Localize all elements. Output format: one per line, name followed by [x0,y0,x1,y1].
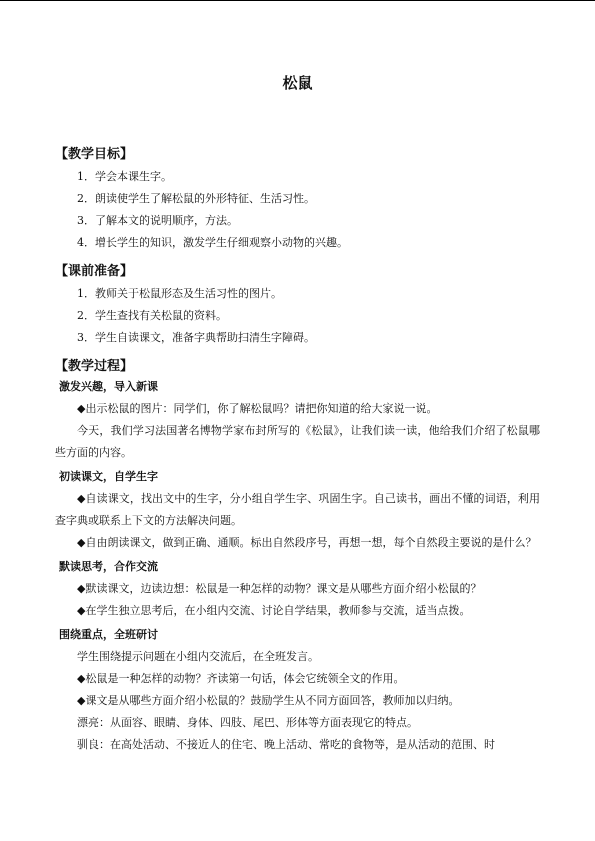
section-heading: 【教学目标】 [55,147,134,162]
paragraph: 漂亮：从面容、眼睛、身体、四肢、尾巴、形体等方面表现它的特点。 [77,716,418,729]
list-item: 3．了解本文的说明顺序，方法。 [77,214,238,227]
paragraph: ◆出示松鼠的图片：同学们，你了解松鼠吗？请把你知道的给大家说一说。 [77,402,438,415]
list-item: 2．学生查找有关松鼠的资料。 [77,309,227,322]
paragraph: 今天，我们学习法国著名博物学家布封所写的《松鼠》，让我们读一读，他给我们介绍了松鼠哪些方面的内容。 [55,424,540,459]
paragraph: ◆默读课文，边读边想：松鼠是一种怎样的动物？课文是从哪些方面介绍小松鼠的？ [77,582,482,595]
list-item: 1．学会本课生字。 [77,170,172,183]
paragraph: ◆松鼠是一种怎样的动物？齐读第一句话，体会它统领全文的作用。 [77,672,405,685]
section-goals [55,143,540,254]
section-process [55,355,540,756]
section-preparation [55,260,540,349]
paragraph: 驯良：在高处活动、不接近人的住宅、晚上活动、常吃的食物等，是从活动的范围、时 [77,738,495,751]
top-rule [0,0,595,1]
subheading: 初读课文，自学生字 [59,470,158,483]
paragraph: 学生围绕提示问题在小组内交流后，在全班发言。 [77,650,319,663]
list-item: 1．教师关于松鼠形态及生活习性的图片。 [77,287,282,300]
paragraph: ◆课文是从哪些方面介绍小松鼠的？鼓励学生从不同方面回答，教师加以归纳。 [77,694,460,707]
paragraph: ◆自读课文，找出文中的生字，分小组自学生字、巩固生字。自己读书，画出不懂的词语，利用查字典或联系上下文的方法解决问题。 [55,492,540,527]
document-page [55,72,540,756]
section-heading: 【教学过程】 [55,359,134,374]
paragraph: ◆在学生独立思考后，在小组内交流、讨论自学结果，教师参与交流，适当点拨。 [77,604,471,617]
subheading: 默读思考，合作交流 [59,560,158,573]
subheading: 围绕重点，全班研讨 [59,628,158,641]
list-item: 2．朗读使学生了解松鼠的外形特征、生活习性。 [77,192,315,205]
paragraph: ◆自由朗读课文，做到正确、通顺。标出自然段序号，再想一想，每个自然段主要说的是什么？ [77,536,537,549]
document-title: 松鼠 [282,74,313,92]
list-item: 3．学生自读课文，准备字典帮助扫清生字障碍。 [77,331,315,344]
list-item: 4．增长学生的知识，激发学生仔细观察小动物的兴趣。 [77,236,348,249]
section-heading: 【课前准备】 [55,264,134,279]
subheading: 激发兴趣，导入新课 [59,380,158,393]
